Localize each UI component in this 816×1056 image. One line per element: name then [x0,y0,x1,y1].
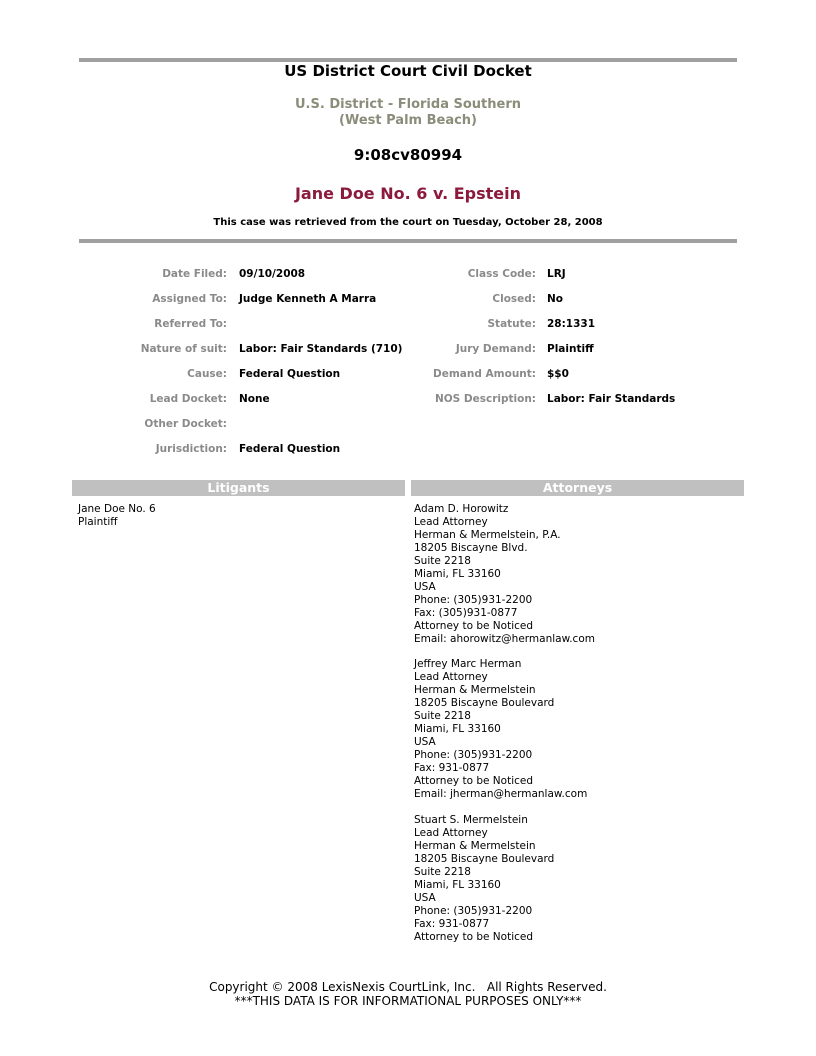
attorney-designation: Lead Attorney [414,671,488,683]
attorney-firm: Herman & Mermelstein, P.A. [414,529,561,541]
attorney-city: Miami, FL 33160 [414,568,501,580]
attorney-email: Email: ahorowitz@hermanlaw.com [414,633,595,645]
litigant-name: Jane Doe No. 6 [78,503,156,515]
page-footer [0,980,816,1008]
copyright-text: Copyright © 2008 LexisNexis CourtLink, Inc. All Rights Reserved. [209,980,607,994]
nos-description-label: NOS Description: [434,393,536,405]
demand-amount-value: $$0 [547,368,569,380]
jury-demand-value: Plaintiff [547,343,594,355]
lead-docket-value: None [239,393,270,405]
attorney-entry [414,814,554,944]
attorney-phone: Phone: (305)931-2200 [414,749,533,761]
attorney-name: Jeffrey Marc Herman [414,658,522,670]
litigant-entry [78,503,156,529]
attorney-fax: Fax: 931-0877 [414,918,490,930]
class-code-label: Class Code: [467,268,536,280]
attorney-name: Stuart S. Mermelstein [414,814,528,826]
attorney-suite: Suite 2218 [414,555,471,567]
nos-description-value: Labor: Fair Standards [547,393,676,405]
page-title: US District Court Civil Docket [284,62,532,80]
attorney-notice: Attorney to be Noticed [414,620,534,632]
case-number: 9:08cv80994 [353,146,463,164]
nature-of-suit-value: Labor: Fair Standards (710) [239,343,403,355]
attorney-notice: Attorney to be Noticed [414,931,534,943]
attorney-city: Miami, FL 33160 [414,723,501,735]
attorney-country: USA [414,736,436,748]
referred-to-label: Referred To: [154,318,227,330]
statute-label: Statute: [487,318,536,330]
attorneys-header: Attorneys [411,480,744,496]
attorney-designation: Lead Attorney [414,827,488,839]
statute-value: 28:1331 [547,318,596,330]
attorney-email: Email: jherman@hermanlaw.com [414,788,588,800]
attorney-fax: Fax: 931-0877 [414,762,490,774]
disclaimer-text: ***THIS DATA IS FOR INFORMATIONAL PURPOSES ONLY*** [234,994,582,1008]
court-name [0,97,816,129]
attorney-notice: Attorney to be Noticed [414,775,534,787]
cause-value: Federal Question [239,368,341,380]
attorney-street: 18205 Biscayne Blvd. [414,542,528,554]
attorney-city: Miami, FL 33160 [414,879,501,891]
attorney-entry [414,503,595,646]
case-name: Jane Doe No. 6 v. Epstein [294,184,522,203]
attorney-designation: Lead Attorney [414,516,488,528]
attorney-suite: Suite 2218 [414,866,471,878]
demand-amount-label: Demand Amount: [433,368,536,380]
jury-demand-label: Jury Demand: [455,343,536,355]
attorney-firm: Herman & Mermelstein [414,684,536,696]
jurisdiction-value: Federal Question [239,443,341,455]
jurisdiction-label: Jurisdiction: [155,443,227,455]
cause-label: Cause: [187,368,227,380]
attorney-phone: Phone: (305)931-2200 [414,905,533,917]
class-code-value: LRJ [547,268,566,280]
attorney-suite: Suite 2218 [414,710,471,722]
date-filed-value: 09/10/2008 [239,268,306,280]
court-line-2: (West Palm Beach) [339,113,477,128]
header-divider [79,239,737,243]
attorney-street: 18205 Biscayne Boulevard [414,697,555,709]
attorney-entry [414,658,587,801]
assigned-to-value: Judge Kenneth A Marra [239,293,377,305]
attorney-phone: Phone: (305)931-2200 [414,594,533,606]
assigned-to-label: Assigned To: [152,293,227,305]
closed-label: Closed: [492,293,536,305]
closed-value: No [547,293,564,305]
attorney-fax: Fax: (305)931-0877 [414,607,518,619]
attorney-street: 18205 Biscayne Boulevard [414,853,555,865]
attorney-country: USA [414,892,436,904]
retrieved-note: This case was retrieved from the court on Tuesday, October 28, 2008 [213,217,603,228]
nature-of-suit-label: Nature of suit: [140,343,227,355]
date-filed-label: Date Filed: [162,268,227,280]
litigant-role: Plaintiff [78,516,118,528]
court-line-1: U.S. District - Florida Southern [295,97,521,112]
litigants-header: Litigants [72,480,405,496]
attorney-name: Adam D. Horowitz [414,503,509,515]
attorney-country: USA [414,581,436,593]
lead-docket-label: Lead Docket: [149,393,227,405]
attorney-firm: Herman & Mermelstein [414,840,536,852]
other-docket-label: Other Docket: [144,418,227,430]
